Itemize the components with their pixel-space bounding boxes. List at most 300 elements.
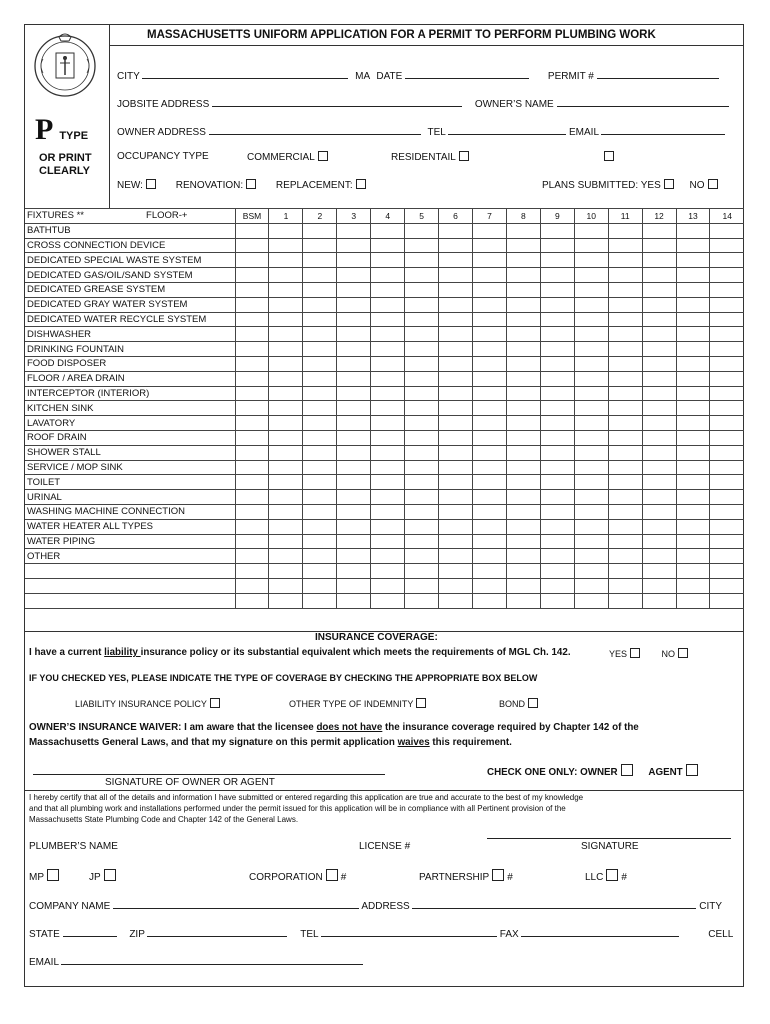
fixture-count-cell[interactable] <box>473 253 507 268</box>
fixture-count-cell[interactable] <box>473 401 507 416</box>
fixture-count-cell[interactable] <box>676 253 710 268</box>
company-name-input[interactable] <box>113 897 359 909</box>
fixture-count-cell[interactable] <box>506 593 540 608</box>
fixture-count-cell[interactable] <box>269 401 303 416</box>
fixture-count-cell[interactable] <box>405 342 439 357</box>
fixture-count-cell[interactable] <box>235 519 269 534</box>
fixture-count-cell[interactable] <box>337 282 371 297</box>
fixture-count-cell[interactable] <box>540 460 574 475</box>
fixture-count-cell[interactable] <box>676 593 710 608</box>
owners-name-input[interactable] <box>557 95 729 107</box>
fixture-count-cell[interactable] <box>710 268 744 283</box>
fixture-count-cell[interactable] <box>676 445 710 460</box>
fixture-count-cell[interactable] <box>235 253 269 268</box>
plans-yes-checkbox[interactable] <box>664 179 674 189</box>
fixture-count-cell[interactable] <box>506 401 540 416</box>
fixture-count-cell[interactable] <box>439 416 473 431</box>
fixture-count-cell[interactable] <box>405 268 439 283</box>
fixture-count-cell[interactable] <box>642 578 676 593</box>
fixture-count-cell[interactable] <box>506 268 540 283</box>
fixture-count-cell[interactable] <box>642 430 676 445</box>
fixture-count-cell[interactable] <box>642 386 676 401</box>
fixture-count-cell[interactable] <box>405 504 439 519</box>
fixture-count-cell[interactable] <box>439 253 473 268</box>
fixture-count-cell[interactable] <box>439 519 473 534</box>
fixture-count-cell[interactable] <box>269 445 303 460</box>
fixture-count-cell[interactable] <box>269 268 303 283</box>
fixture-count-cell[interactable] <box>371 504 405 519</box>
fixture-count-cell[interactable] <box>303 564 337 579</box>
fixture-count-cell[interactable] <box>608 312 642 327</box>
fixture-count-cell[interactable] <box>235 371 269 386</box>
fixture-count-cell[interactable] <box>574 312 608 327</box>
fixture-count-cell[interactable] <box>371 490 405 505</box>
fixture-count-cell[interactable] <box>337 534 371 549</box>
fixture-count-cell[interactable] <box>439 312 473 327</box>
fixture-count-cell[interactable] <box>608 238 642 253</box>
jp-checkbox[interactable] <box>104 869 116 881</box>
fixture-count-cell[interactable] <box>676 371 710 386</box>
fixture-count-cell[interactable] <box>405 401 439 416</box>
fixture-count-cell[interactable] <box>608 430 642 445</box>
fixture-count-cell[interactable] <box>371 238 405 253</box>
fixture-count-cell[interactable] <box>439 593 473 608</box>
fixture-count-cell[interactable] <box>371 430 405 445</box>
mp-checkbox[interactable] <box>47 869 59 881</box>
fixture-count-cell[interactable] <box>608 519 642 534</box>
fixture-count-cell[interactable] <box>473 386 507 401</box>
fixture-count-cell[interactable] <box>540 297 574 312</box>
fixture-count-cell[interactable] <box>337 238 371 253</box>
fixture-count-cell[interactable] <box>642 238 676 253</box>
fixture-count-cell[interactable] <box>303 593 337 608</box>
fixture-count-cell[interactable] <box>710 282 744 297</box>
fixture-count-cell[interactable] <box>337 401 371 416</box>
fixture-count-cell[interactable] <box>608 578 642 593</box>
fixture-count-cell[interactable] <box>710 327 744 342</box>
fixture-count-cell[interactable] <box>710 593 744 608</box>
fixture-count-cell[interactable] <box>235 268 269 283</box>
fixture-count-cell[interactable] <box>540 238 574 253</box>
owner-checkbox[interactable] <box>621 764 633 776</box>
fixture-count-cell[interactable] <box>439 534 473 549</box>
other-occupancy-checkbox[interactable] <box>604 151 614 161</box>
fixture-count-cell[interactable] <box>540 578 574 593</box>
fixture-count-cell[interactable] <box>405 312 439 327</box>
fax-input[interactable] <box>521 925 679 937</box>
fixture-count-cell[interactable] <box>405 534 439 549</box>
fixture-count-cell[interactable] <box>235 475 269 490</box>
liability-policy-checkbox[interactable] <box>210 698 220 708</box>
fixture-count-cell[interactable] <box>303 490 337 505</box>
fixture-count-cell[interactable] <box>642 268 676 283</box>
fixture-count-cell[interactable] <box>371 371 405 386</box>
fixture-count-cell[interactable] <box>303 282 337 297</box>
fixture-count-cell[interactable] <box>574 327 608 342</box>
fixture-count-cell[interactable] <box>473 416 507 431</box>
fixture-count-cell[interactable] <box>574 223 608 238</box>
fixture-count-cell[interactable] <box>540 519 574 534</box>
fixture-count-cell[interactable] <box>540 386 574 401</box>
fixture-count-cell[interactable] <box>676 519 710 534</box>
fixture-count-cell[interactable] <box>439 238 473 253</box>
fixture-count-cell[interactable] <box>405 297 439 312</box>
fixture-count-cell[interactable] <box>405 223 439 238</box>
fixture-count-cell[interactable] <box>473 578 507 593</box>
fixture-count-cell[interactable] <box>473 238 507 253</box>
fixture-count-cell[interactable] <box>269 282 303 297</box>
fixture-count-cell[interactable] <box>269 475 303 490</box>
fixture-count-cell[interactable] <box>506 549 540 564</box>
bond-checkbox[interactable] <box>528 698 538 708</box>
fixture-count-cell[interactable] <box>506 327 540 342</box>
fixture-count-cell[interactable] <box>405 386 439 401</box>
fixture-count-cell[interactable] <box>337 564 371 579</box>
fixture-count-cell[interactable] <box>337 445 371 460</box>
company-email-input[interactable] <box>61 953 363 965</box>
fixture-count-cell[interactable] <box>540 401 574 416</box>
fixture-count-cell[interactable] <box>303 445 337 460</box>
fixture-count-cell[interactable] <box>439 223 473 238</box>
fixture-count-cell[interactable] <box>608 356 642 371</box>
fixture-count-cell[interactable] <box>574 238 608 253</box>
fixture-count-cell[interactable] <box>337 223 371 238</box>
fixture-count-cell[interactable] <box>473 534 507 549</box>
fixture-count-cell[interactable] <box>710 342 744 357</box>
fixture-count-cell[interactable] <box>608 223 642 238</box>
fixture-count-cell[interactable] <box>574 253 608 268</box>
fixture-count-cell[interactable] <box>405 460 439 475</box>
fixture-count-cell[interactable] <box>235 416 269 431</box>
fixture-count-cell[interactable] <box>337 356 371 371</box>
fixture-count-cell[interactable] <box>473 593 507 608</box>
fixture-count-cell[interactable] <box>439 356 473 371</box>
tel-input[interactable] <box>448 123 566 135</box>
fixture-count-cell[interactable] <box>439 282 473 297</box>
jobsite-address-input[interactable] <box>212 95 462 107</box>
fixture-count-cell[interactable] <box>540 223 574 238</box>
fixture-count-cell[interactable] <box>506 282 540 297</box>
fixture-count-cell[interactable] <box>337 460 371 475</box>
fixture-count-cell[interactable] <box>473 519 507 534</box>
fixture-count-cell[interactable] <box>371 460 405 475</box>
fixture-count-cell[interactable] <box>405 593 439 608</box>
fixture-count-cell[interactable] <box>506 312 540 327</box>
fixture-count-cell[interactable] <box>337 386 371 401</box>
fixture-count-cell[interactable] <box>371 312 405 327</box>
fixture-count-cell[interactable] <box>439 401 473 416</box>
fixture-count-cell[interactable] <box>642 593 676 608</box>
fixture-count-cell[interactable] <box>574 578 608 593</box>
fixture-count-cell[interactable] <box>269 549 303 564</box>
fixture-count-cell[interactable] <box>506 416 540 431</box>
fixture-count-cell[interactable] <box>473 430 507 445</box>
fixture-count-cell[interactable] <box>608 534 642 549</box>
fixture-count-cell[interactable] <box>608 297 642 312</box>
fixture-count-cell[interactable] <box>710 519 744 534</box>
fixture-count-cell[interactable] <box>473 549 507 564</box>
fixture-count-cell[interactable] <box>540 253 574 268</box>
fixture-count-cell[interactable] <box>473 268 507 283</box>
fixture-count-cell[interactable] <box>642 342 676 357</box>
fixture-count-cell[interactable] <box>608 327 642 342</box>
fixture-count-cell[interactable] <box>269 312 303 327</box>
fixture-count-cell[interactable] <box>439 386 473 401</box>
fixture-count-cell[interactable] <box>303 549 337 564</box>
fixture-count-cell[interactable] <box>303 416 337 431</box>
fixture-count-cell[interactable] <box>371 342 405 357</box>
fixture-count-cell[interactable] <box>506 430 540 445</box>
fixture-count-cell[interactable] <box>337 297 371 312</box>
fixture-count-cell[interactable] <box>303 534 337 549</box>
fixture-count-cell[interactable] <box>235 445 269 460</box>
fixture-count-cell[interactable] <box>405 430 439 445</box>
fixture-count-cell[interactable] <box>303 268 337 283</box>
fixture-count-cell[interactable] <box>676 356 710 371</box>
fixture-count-cell[interactable] <box>269 356 303 371</box>
fixture-count-cell[interactable] <box>642 297 676 312</box>
fixture-count-cell[interactable] <box>303 223 337 238</box>
fixture-count-cell[interactable] <box>371 223 405 238</box>
fixture-count-cell[interactable] <box>405 238 439 253</box>
fixture-count-cell[interactable] <box>303 371 337 386</box>
fixture-count-cell[interactable] <box>337 327 371 342</box>
fixture-count-cell[interactable] <box>473 312 507 327</box>
fixture-count-cell[interactable] <box>269 416 303 431</box>
zip-input[interactable] <box>147 925 287 937</box>
renovation-checkbox[interactable] <box>246 179 256 189</box>
agent-checkbox[interactable] <box>686 764 698 776</box>
fixture-count-cell[interactable] <box>506 578 540 593</box>
fixture-count-cell[interactable] <box>405 371 439 386</box>
fixture-count-cell[interactable] <box>506 238 540 253</box>
fixture-count-cell[interactable] <box>337 371 371 386</box>
fixture-count-cell[interactable] <box>235 327 269 342</box>
fixture-count-cell[interactable] <box>235 564 269 579</box>
fixture-count-cell[interactable] <box>710 549 744 564</box>
fixture-count-cell[interactable] <box>439 564 473 579</box>
fixture-count-cell[interactable] <box>676 327 710 342</box>
fixture-count-cell[interactable] <box>371 356 405 371</box>
fixture-count-cell[interactable] <box>608 253 642 268</box>
fixture-count-cell[interactable] <box>235 401 269 416</box>
fixture-count-cell[interactable] <box>303 475 337 490</box>
fixture-count-cell[interactable] <box>540 371 574 386</box>
fixture-count-cell[interactable] <box>642 549 676 564</box>
fixture-count-cell[interactable] <box>269 253 303 268</box>
fixture-count-cell[interactable] <box>473 445 507 460</box>
fixture-count-cell[interactable] <box>371 401 405 416</box>
fixture-count-cell[interactable] <box>235 312 269 327</box>
fixture-count-cell[interactable] <box>574 401 608 416</box>
fixture-count-cell[interactable] <box>337 578 371 593</box>
fixture-count-cell[interactable] <box>405 549 439 564</box>
fixture-count-cell[interactable] <box>269 578 303 593</box>
fixture-count-cell[interactable] <box>337 504 371 519</box>
fixture-count-cell[interactable] <box>506 534 540 549</box>
fixture-count-cell[interactable] <box>574 430 608 445</box>
fixture-count-cell[interactable] <box>473 282 507 297</box>
fixture-count-cell[interactable] <box>405 445 439 460</box>
email-input[interactable] <box>601 123 725 135</box>
fixture-count-cell[interactable] <box>710 356 744 371</box>
permit-number-input[interactable] <box>597 67 719 79</box>
fixture-count-cell[interactable] <box>405 327 439 342</box>
fixture-count-cell[interactable] <box>269 371 303 386</box>
fixture-count-cell[interactable] <box>473 297 507 312</box>
fixture-count-cell[interactable] <box>473 342 507 357</box>
fixture-count-cell[interactable] <box>405 356 439 371</box>
fixture-count-cell[interactable] <box>540 416 574 431</box>
fixture-count-cell[interactable] <box>405 253 439 268</box>
fixture-count-cell[interactable] <box>439 490 473 505</box>
fixture-count-cell[interactable] <box>540 342 574 357</box>
fixture-count-cell[interactable] <box>337 430 371 445</box>
fixture-count-cell[interactable] <box>676 460 710 475</box>
fixture-count-cell[interactable] <box>269 297 303 312</box>
fixture-count-cell[interactable] <box>540 445 574 460</box>
fixture-count-cell[interactable] <box>235 223 269 238</box>
fixture-count-cell[interactable] <box>371 297 405 312</box>
fixture-count-cell[interactable] <box>405 578 439 593</box>
fixture-count-cell[interactable] <box>371 534 405 549</box>
fixture-count-cell[interactable] <box>642 445 676 460</box>
fixture-count-cell[interactable] <box>269 564 303 579</box>
fixture-count-cell[interactable] <box>608 445 642 460</box>
fixture-count-cell[interactable] <box>439 549 473 564</box>
fixture-count-cell[interactable] <box>540 564 574 579</box>
fixture-count-cell[interactable] <box>235 342 269 357</box>
plumber-signature-line[interactable] <box>487 838 731 839</box>
fixture-count-cell[interactable] <box>676 549 710 564</box>
fixture-count-cell[interactable] <box>506 519 540 534</box>
replacement-checkbox[interactable] <box>356 179 366 189</box>
fixture-count-cell[interactable] <box>574 386 608 401</box>
fixture-count-cell[interactable] <box>574 460 608 475</box>
owner-signature-line[interactable] <box>33 774 385 775</box>
fixture-count-cell[interactable] <box>676 386 710 401</box>
fixture-count-cell[interactable] <box>676 268 710 283</box>
fixture-count-cell[interactable] <box>235 282 269 297</box>
fixture-count-cell[interactable] <box>439 327 473 342</box>
fixture-count-cell[interactable] <box>608 416 642 431</box>
fixture-count-cell[interactable] <box>574 282 608 297</box>
fixture-count-cell[interactable] <box>269 342 303 357</box>
fixture-count-cell[interactable] <box>371 445 405 460</box>
fixture-count-cell[interactable] <box>574 504 608 519</box>
fixture-count-cell[interactable] <box>405 519 439 534</box>
fixture-count-cell[interactable] <box>540 593 574 608</box>
fixture-count-cell[interactable] <box>574 416 608 431</box>
fixture-count-cell[interactable] <box>439 578 473 593</box>
fixture-count-cell[interactable] <box>337 549 371 564</box>
fixture-count-cell[interactable] <box>608 282 642 297</box>
fixture-count-cell[interactable] <box>676 312 710 327</box>
fixture-count-cell[interactable] <box>473 356 507 371</box>
fixture-count-cell[interactable] <box>439 342 473 357</box>
fixture-count-cell[interactable] <box>642 253 676 268</box>
fixture-count-cell[interactable] <box>337 253 371 268</box>
fixture-count-cell[interactable] <box>574 297 608 312</box>
fixture-count-cell[interactable] <box>371 593 405 608</box>
fixture-count-cell[interactable] <box>371 564 405 579</box>
fixture-count-cell[interactable] <box>303 342 337 357</box>
fixture-count-cell[interactable] <box>269 327 303 342</box>
fixture-count-cell[interactable] <box>608 268 642 283</box>
fixture-count-cell[interactable] <box>303 460 337 475</box>
fixture-count-cell[interactable] <box>608 564 642 579</box>
fixture-count-cell[interactable] <box>608 371 642 386</box>
fixture-count-cell[interactable] <box>710 371 744 386</box>
fixture-count-cell[interactable] <box>371 327 405 342</box>
fixture-count-cell[interactable] <box>303 312 337 327</box>
fixture-count-cell[interactable] <box>439 504 473 519</box>
fixture-count-cell[interactable] <box>608 549 642 564</box>
fixture-count-cell[interactable] <box>439 475 473 490</box>
fixture-count-cell[interactable] <box>405 282 439 297</box>
fixture-count-cell[interactable] <box>506 386 540 401</box>
fixture-count-cell[interactable] <box>303 430 337 445</box>
fixture-count-cell[interactable] <box>574 593 608 608</box>
fixture-count-cell[interactable] <box>540 430 574 445</box>
fixture-count-cell[interactable] <box>710 564 744 579</box>
fixture-count-cell[interactable] <box>540 312 574 327</box>
fixture-count-cell[interactable] <box>269 430 303 445</box>
fixture-count-cell[interactable] <box>642 371 676 386</box>
fixture-count-cell[interactable] <box>642 312 676 327</box>
fixture-count-cell[interactable] <box>642 327 676 342</box>
fixture-count-cell[interactable] <box>303 356 337 371</box>
fixture-count-cell[interactable] <box>235 460 269 475</box>
fixture-count-cell[interactable] <box>676 490 710 505</box>
fixture-count-cell[interactable] <box>574 519 608 534</box>
fixture-count-cell[interactable] <box>303 519 337 534</box>
fixture-count-cell[interactable] <box>235 534 269 549</box>
fixture-count-cell[interactable] <box>235 238 269 253</box>
owner-address-input[interactable] <box>209 123 421 135</box>
fixture-count-cell[interactable] <box>676 238 710 253</box>
corporation-checkbox[interactable] <box>326 869 338 881</box>
fixture-count-cell[interactable] <box>574 371 608 386</box>
fixture-count-cell[interactable] <box>506 504 540 519</box>
fixture-count-cell[interactable] <box>371 268 405 283</box>
fixture-count-cell[interactable] <box>473 371 507 386</box>
fixture-count-cell[interactable] <box>642 282 676 297</box>
fixture-count-cell[interactable] <box>337 312 371 327</box>
fixture-count-cell[interactable] <box>608 460 642 475</box>
fixture-count-cell[interactable] <box>506 460 540 475</box>
fixture-count-cell[interactable] <box>710 223 744 238</box>
fixture-count-cell[interactable] <box>710 430 744 445</box>
fixture-count-cell[interactable] <box>303 253 337 268</box>
fixture-count-cell[interactable] <box>439 297 473 312</box>
fixture-count-cell[interactable] <box>473 475 507 490</box>
fixture-count-cell[interactable] <box>371 578 405 593</box>
state-input[interactable] <box>63 925 117 937</box>
fixture-count-cell[interactable] <box>337 593 371 608</box>
fixture-count-cell[interactable] <box>676 297 710 312</box>
fixture-count-cell[interactable] <box>540 282 574 297</box>
fixture-count-cell[interactable] <box>540 475 574 490</box>
fixture-count-cell[interactable] <box>269 460 303 475</box>
fixture-count-cell[interactable] <box>540 549 574 564</box>
residential-checkbox[interactable] <box>459 151 469 161</box>
fixture-count-cell[interactable] <box>235 430 269 445</box>
fixture-count-cell[interactable] <box>269 223 303 238</box>
fixture-count-cell[interactable] <box>235 578 269 593</box>
fixture-count-cell[interactable] <box>506 490 540 505</box>
fixture-count-cell[interactable] <box>506 253 540 268</box>
